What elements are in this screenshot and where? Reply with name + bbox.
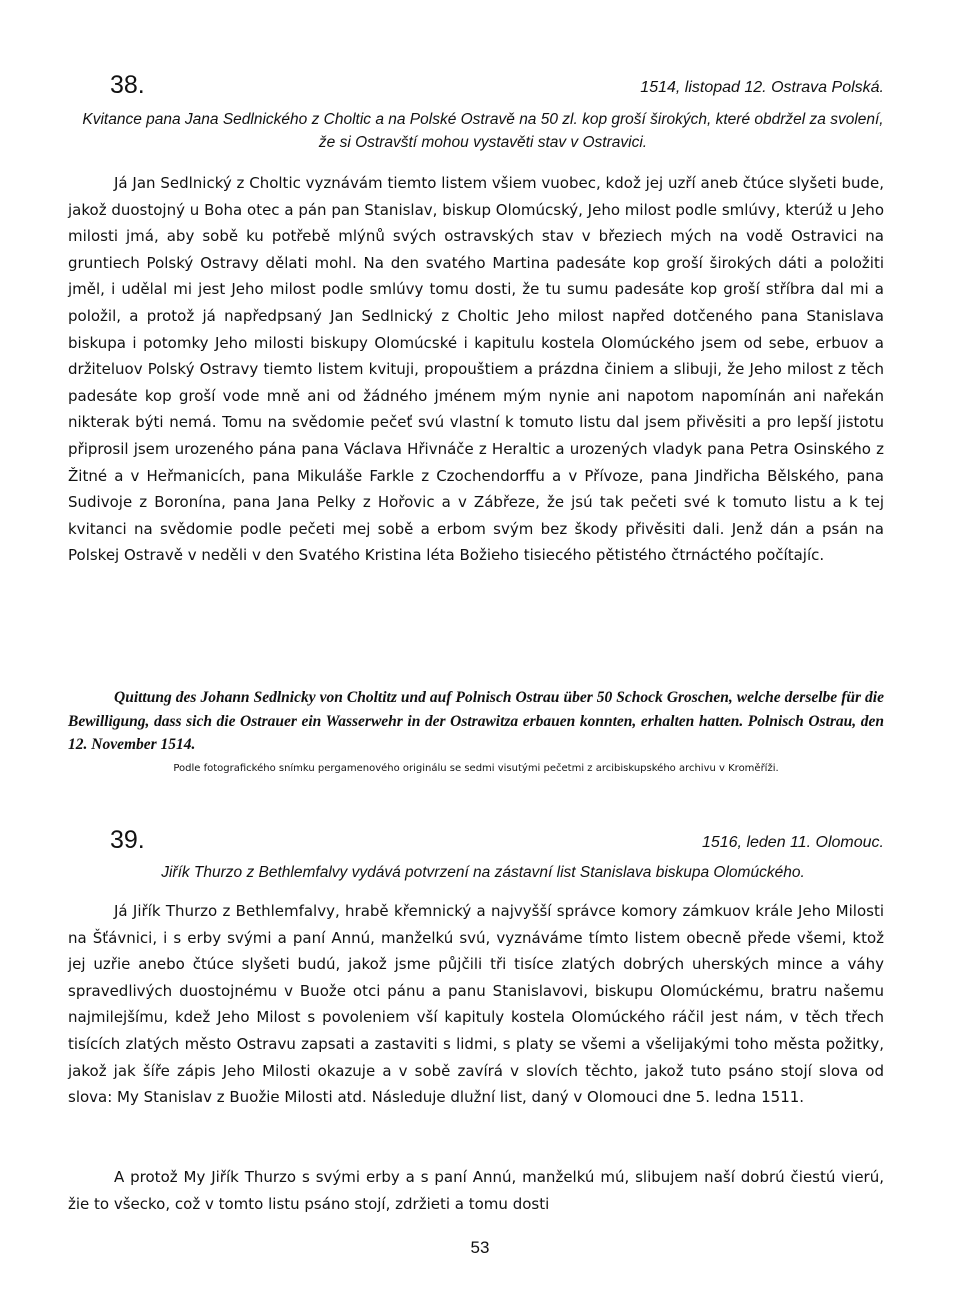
entry-body-paragraph: A protož My Jiřík Thurzo s svými erby a s paní Annú, manželkú mú, slibujem naší dobrú čiestú vierú, žie to všecko, což v tomto listu psáno stojí, zdržieti a tomu dosti (68, 1168, 884, 1213)
entry-number: 38. (110, 71, 145, 99)
entry-summary: Jiřík Thurzo z Bethlemfalvy vydává potvrzení na zástavní list Stanislava biskupa Olomúckého. (161, 864, 805, 881)
entry-date-place: 1514, listopad 12. Ostrava Polská. (640, 79, 884, 96)
entry-39-header (82, 825, 884, 865)
entry-body-text: Já Jan Sedlnický z Choltic vyznávám tiemto listem všiem vuobec, kdož jej uzří aneb čtúce slyšeti bude, jakož duostojný u Boha otec a pán pan Stanislav, biskup Olomúcský, Jeho milost podle smlúvy, kterúž u Jeho milosti jmá, aby sobě ku potřebě mlýnů svých ostravských stav v březiech mých na vodě Ostravici na gruntiech Polský Ostravy dělati mohl. Na den svatého Martina padesáte kop groší širokých dáti a položiti jměl, i udělal mi jest Jeho milost podle smlúvy tomu dosti, že tu sumu padesáte kop groší stříbra dal mi a položil, a protož já napředpsaný Jan Sedlnický z Choltic Jeho milost napřed dotčeného pana Stanislava biskupa i potomky Jeho milosti biskupy Olomúcské i kapitulu kostela Olomúckého jsem od sebe, erbuov a držiteluov Polský Ostravy tiemto listem kvituji, propouštiem a prázdna činiem a slibuji, že Jeho milost z těch padesáte kop groší vode mně ani od žádného jménem mým nynie ani napotom napomínán ani nařekán nikterak býti nemá. Tomu na svědomie pečeť svú vlastní k tomuto listu dal jsem přivěsiti a pro lepší jistotu připrosil jsem urozeného pána pana Václava Hřivnáče z Heraltic a urozených vladyk pana Petra Osinského z Žitné a v Heřmanicích, pana Mikuláše Farkle z Czochendorffu a v Přívoze, pana Jindřicha Bělského, pana Sudivoje z Boronína, pana Jana Pelky z Hořovic a v Zábřeze, že jsú tak pečeti své k tomuto listu a k tej kvitanci na svědomie podle pečeti mej sobě a erbom svým bez škody přivěsiti dali. Jenž dán a psán na Polskej Ostravě v neděli v den Svatého Kristina léta Božieho tisiecého pětistého čtrnáctého počítajíc. (68, 174, 884, 565)
entry-date-place: 1516, leden 11. Olomouc. (701, 834, 884, 851)
entry-summary: Kvitance pana Jana Sedlnického z Choltic a na Polské Ostravě na 50 zl. kop groší širokých, které obdržel za svolení, že si Ostravští mohou vystavěti stav v Ostravici. (82, 111, 884, 151)
page-number: 53 (470, 1238, 490, 1257)
entry-number: 39. (110, 826, 145, 854)
source-note: Podle fotografického snímku pergamenového originálu se sedmi visutými pečetmi z arcibiskupského archivu v Kroměříži. (173, 763, 779, 774)
entry-body-paragraph: Já Jiřík Thurzo z Bethlemfalvy, hrabě křemnický a najvyšší správce komory zámkuov krále Jeho Milosti na Šťávnici, i s erby svými a paní Annú, manželkú svú, vyznáváme tímto listem obecně přede všemi, ktož jej uzřie anebo čtúce slyšeti budú, jakož jsme půjčili tři tisíce zlatých dobrých uherských mince a váhy spravedlivých duostojnému v Buože otci pánu a panu Stanislavovi, biskupu Olomúckému, bratru našemu najmilejšímu, kdež Jeho Milost s povoleniem vší kapituly kostela Olomúckého ráčil jest nám, v těch třech tisících zlatých město Ostravu zapsati a zastaviti s lidmi, s platy se všemi a všelijakými toho města požitky, jakož jak šíře zápis Jeho Milosti okazuje a v sobě zavírá v slovích těchto, jakož tuto psáno stojí slova od slova: My Stanislav z Buožie Milosti atd. Následuje dlužní list, daný v Olomouci dne 5. ledna 1511. (68, 902, 884, 1107)
entry-38-header (82, 70, 884, 110)
german-summary: Quittung des Johann Sedlnicky von Choltitz und auf Polnisch Ostrau über 50 Schock Groschen, welche derselbe für die Bewilligung, dass sich die Ostrauer ein Wasserwehr in der Ostrawitza erbauen konnten, erhalten hatten. Polnisch Ostrau, den 12. November 1514. (68, 689, 884, 753)
